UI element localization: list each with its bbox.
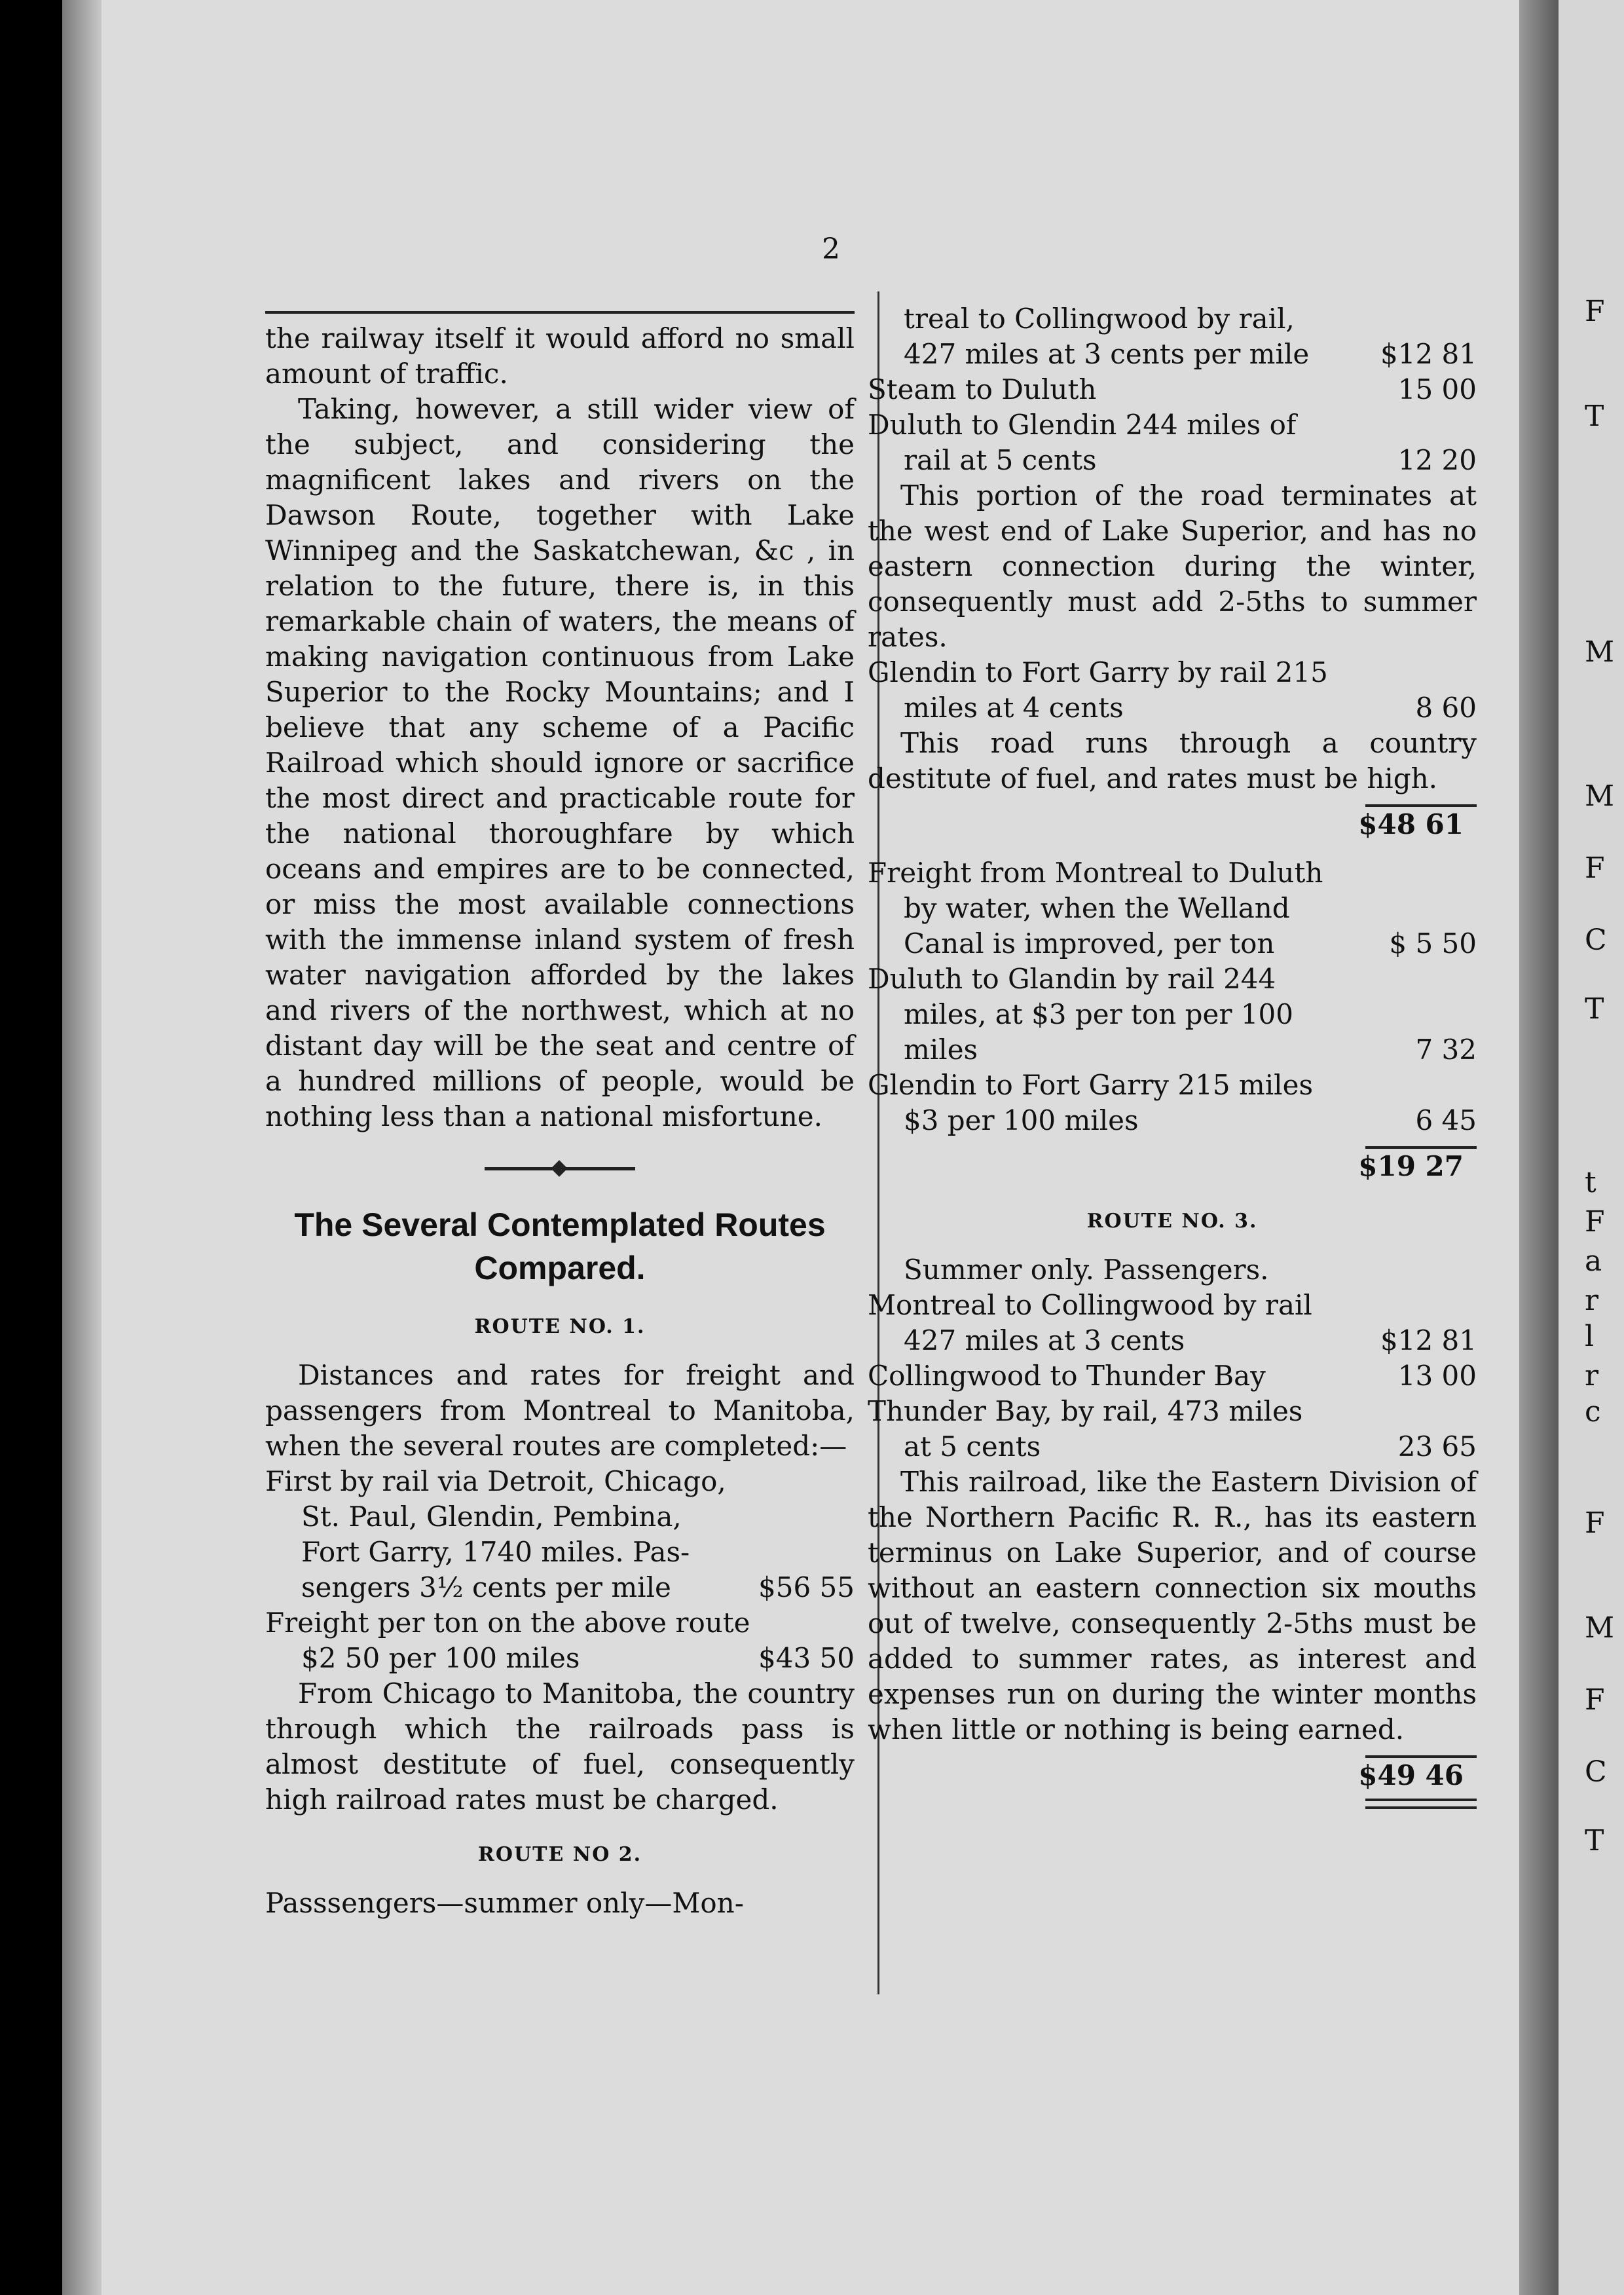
double-rule xyxy=(1365,1806,1477,1809)
text-line: Duluth to Glandin by rail 244 xyxy=(868,963,1276,995)
fragment: c xyxy=(1585,1395,1601,1428)
fragment: C xyxy=(1585,924,1607,957)
total-amount: $49 46 xyxy=(1358,1759,1464,1791)
rate-entry: rail at 5 cents 12 20 xyxy=(904,444,1477,476)
adjacent-page-edge xyxy=(1559,0,1624,2295)
text-line: Glendin to Fort Garry by rail 215 xyxy=(868,656,1328,688)
fragment: F xyxy=(1585,1683,1605,1717)
page-gutter xyxy=(1519,0,1559,2295)
page-binding-shadow xyxy=(62,0,101,2295)
text-line: by water, when the Welland xyxy=(904,892,1290,924)
paragraph: the railway itself it would afford no small amount of traffic. xyxy=(265,322,855,390)
total-amount: $19 27 xyxy=(1358,1150,1464,1182)
fragment: r xyxy=(1585,1284,1599,1317)
header-rule xyxy=(265,311,855,314)
paragraph: Passsengers—summer only—Mon- xyxy=(265,1887,744,1919)
rate-entry: Steam to Duluth 15 00 xyxy=(868,373,1477,405)
rate-entry: 427 miles at 3 cents $12 81 xyxy=(904,1324,1477,1356)
fragment: F xyxy=(1585,1205,1605,1239)
fragment: M xyxy=(1585,635,1615,669)
page-number: 2 xyxy=(822,233,840,266)
rate-entry: Collingwood to Thunder Bay 13 00 xyxy=(868,1360,1477,1392)
fragment: M xyxy=(1585,1611,1615,1645)
fragment: t xyxy=(1585,1166,1596,1199)
rate-entry: Canal is improved, per ton $ 5 50 xyxy=(904,927,1477,960)
fragment: F xyxy=(1585,1506,1605,1540)
fragment: l xyxy=(1585,1320,1595,1353)
rate-entry: Freight per ton on the above route $2 50 per 100 miles $43 50 xyxy=(265,1607,855,1674)
fragment: C xyxy=(1585,1755,1607,1789)
fragment: T xyxy=(1585,1824,1604,1857)
rate-entry: at 5 cents 23 65 xyxy=(904,1430,1477,1463)
section-heading: The Several Contemplated Routes Compared. xyxy=(294,1206,826,1286)
fragment: F xyxy=(1585,295,1605,328)
fragment: r xyxy=(1585,1359,1599,1392)
text-line: Montreal to Collingwood by rail xyxy=(868,1289,1312,1321)
route-label: ROUTE NO. 1. xyxy=(474,1315,646,1338)
paragraph: This railroad, like the Eastern Division of the Northern Pacific R. R., has its eastern terminus on Lake Superior, and of course without an eastern connection six mouths out of twelve, consequently 2-5ths must be added to summer rates, as interest and expenses run on during the winter months when little or nothing is being earned. xyxy=(868,1466,1477,1745)
fragment: M xyxy=(1585,779,1615,813)
route-label: ROUTE NO 2. xyxy=(477,1843,642,1866)
rate-entry: 427 miles at 3 cents per mile $12 81 xyxy=(904,338,1477,370)
fragment: a xyxy=(1585,1244,1602,1278)
fragment: F xyxy=(1585,851,1605,885)
text-line: Glendin to Fort Garry 215 miles xyxy=(868,1069,1313,1101)
text-line: Freight from Montreal to Duluth xyxy=(868,857,1323,889)
rate-entry: $3 per 100 miles 6 45 xyxy=(904,1104,1477,1136)
text-line: Duluth to Glendin 244 miles of xyxy=(868,409,1297,441)
paragraph: From Chicago to Manitoba, the country through which the railroads pass is almost destitute of fuel, consequently high railroad rates must be charged. xyxy=(265,1677,855,1816)
rate-entry: miles 7 32 xyxy=(904,1034,1477,1066)
fragment: T xyxy=(1585,400,1604,433)
rate-entry: First by rail via Detroit, Chicago, St. Paul, Glendin, Pembina, Fort Garry, 1740 miles. Pas- sengers 3½ cents per mile $56 55 xyxy=(265,1465,855,1603)
left-column xyxy=(265,321,855,1921)
paragraph: Taking, however, a still wider view of the subject, and considering the magnificent lakes and rivers on the Dawson Route, together with Lake Winnipeg and the Saskatchewan, &c , in relation to the future, there is, in this remarkable chain of waters, the means of making navigation continuous from Lake Superior to the Rocky Mountains; and I believe that any scheme of a Pacific Railroad which should ignore or sacrifice the most direct and practicable route for the national thoroughfare by which oceans and empires are to be connected, or miss the most available connections with the immense inland system of fresh water navigation afforded by the lakes and rivers of the northwest, which at no distant day will be the seat and centre of a hundred millions of people, would be nothing less than a national misfortune. xyxy=(265,393,855,1132)
paragraph: Distances and rates for freight and passengers from Montreal to Manitoba, when the several routes are completed:— xyxy=(265,1359,855,1462)
total-amount: $48 61 xyxy=(1358,808,1464,840)
rate-entry: miles at 4 cents 8 60 xyxy=(904,692,1477,724)
text-line: miles, at $3 per ton per 100 xyxy=(904,998,1293,1030)
text-line: Summer only. Passengers. xyxy=(904,1254,1269,1286)
text-line: Thunder Bay, by rail, 473 miles xyxy=(868,1395,1303,1427)
right-column xyxy=(868,301,1477,1809)
paragraph: This portion of the road terminates at the west end of Lake Superior, and has no eastern connection during the winter, consequently must add 2-5ths to summer rates. xyxy=(868,479,1477,653)
text-line: treal to Collingwood by rail, xyxy=(904,303,1295,335)
fragment: T xyxy=(1585,992,1604,1026)
route-label: ROUTE NO. 3. xyxy=(1086,1210,1258,1233)
double-rule xyxy=(1365,1799,1477,1801)
paragraph: This road runs through a country destitute of fuel, and rates must be high. xyxy=(868,727,1477,794)
section-ornament xyxy=(485,1167,635,1170)
